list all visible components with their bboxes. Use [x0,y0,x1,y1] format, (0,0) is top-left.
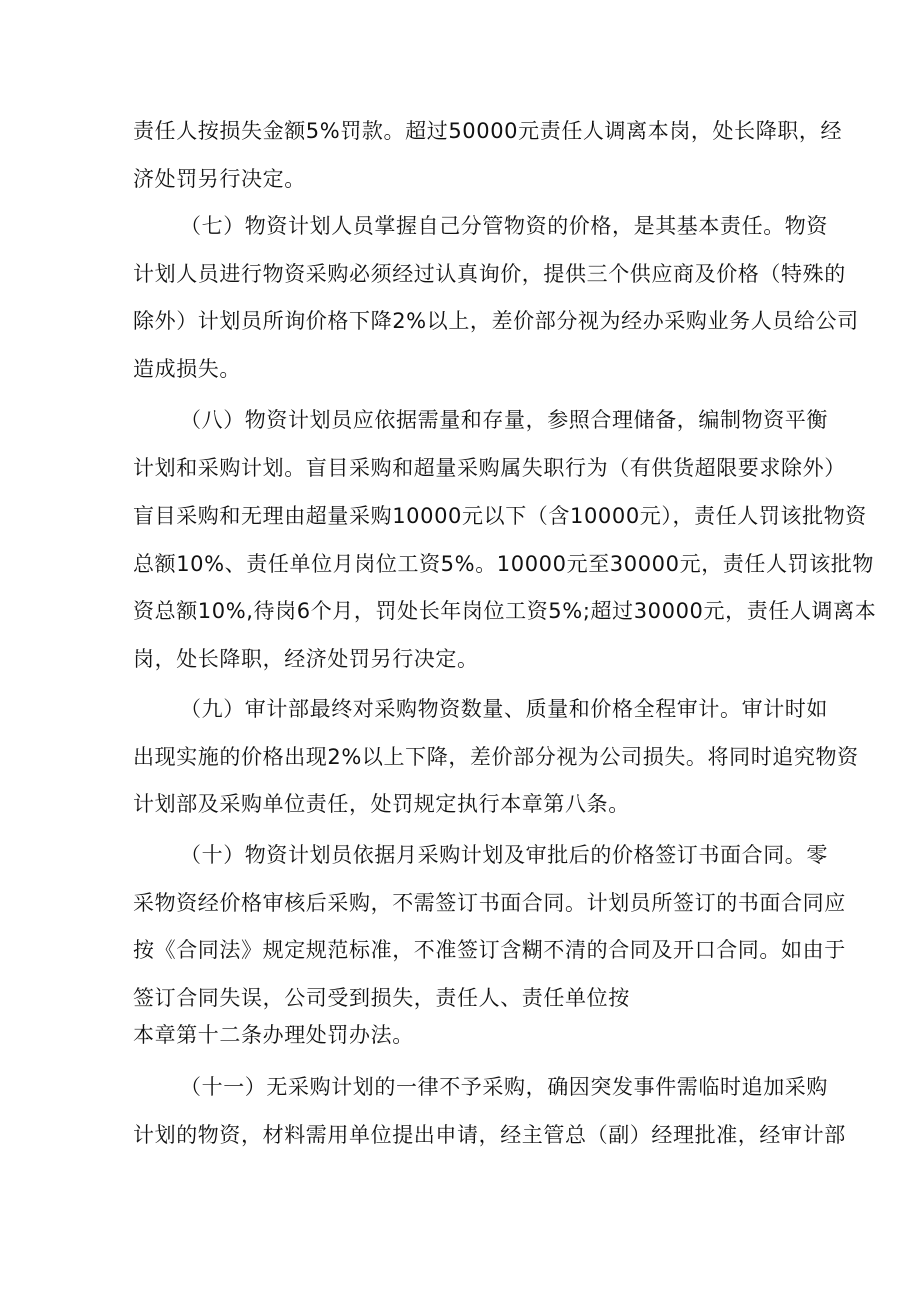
paragraph-line: 出现实施的价格出现2%以上下降，差价部分视为公司损失。将同时追究物资 [133,745,859,769]
paragraph-line: 总额10%、责任单位月岗位工资5%。10000元至30000元，责任人罚该批物 [133,552,874,576]
paragraph-line: （七）物资计划人员掌握自己分管物资的价格，是其基本责任。物资 [180,214,828,238]
paragraph-line: 造成损失。 [133,357,241,381]
paragraph-line: 除外）计划员所询价格下降2%以上，差价部分视为经办采购业务人员给公司 [133,309,859,333]
paragraph-line: （九）审计部最终对采购物资数量、质量和价格全程审计。审计时如 [180,697,828,721]
paragraph-line: 计划和采购计划。盲目采购和超量采购属失职行为（有供货超限要求除外） [133,456,846,480]
paragraph-line: 签订合同失误，公司受到损失，责任人、责任单位按 [133,986,630,1010]
paragraph-line: （八）物资计划员应依据需量和存量，参照合理储备，编制物资平衡 [180,408,828,432]
paragraph-line: 盲目采购和无理由超量采购10000元以下（含10000元），责任人罚该批物资 [133,504,867,528]
paragraph-line: 岗，处长降职，经济处罚另行决定。 [133,647,479,671]
paragraph-line: 资总额10%,待岗6个月，罚处长年岗位工资5%;超过30000元，责任人调离本 [133,599,877,623]
paragraph-line: 计划部及采购单位责任，处罚规定执行本章第八条。 [133,792,630,816]
paragraph-line: 计划人员进行物资采购必须经过认真询价，提供三个供应商及价格（特殊的 [133,262,846,286]
paragraph-line: 采物资经价格审核后采购，不需签订书面合同。计划员所签订的书面合同应 [133,891,846,915]
paragraph-line: 责任人按损失金额5%罚款。超过50000元责任人调离本岗，处长降职，经 [133,119,843,143]
paragraph-line: 按《合同法》规定规范标准，不准签订含糊不清的合同及开口合同。如由于 [133,938,846,962]
paragraph-line: 计划的物资，材料需用单位提出申请，经主管总（副）经理批准，经审计部 [133,1123,846,1147]
paragraph-line: （十一）无采购计划的一律不予采购，确因突发事件需临时追加采购 [180,1075,828,1099]
paragraph-line: （十）物资计划员依据月采购计划及审批后的价格签订书面合同。零 [180,843,828,867]
paragraph-line: 本章第十二条办理处罚办法。 [133,1023,414,1047]
paragraph-line: 济处罚另行决定。 [133,167,306,191]
